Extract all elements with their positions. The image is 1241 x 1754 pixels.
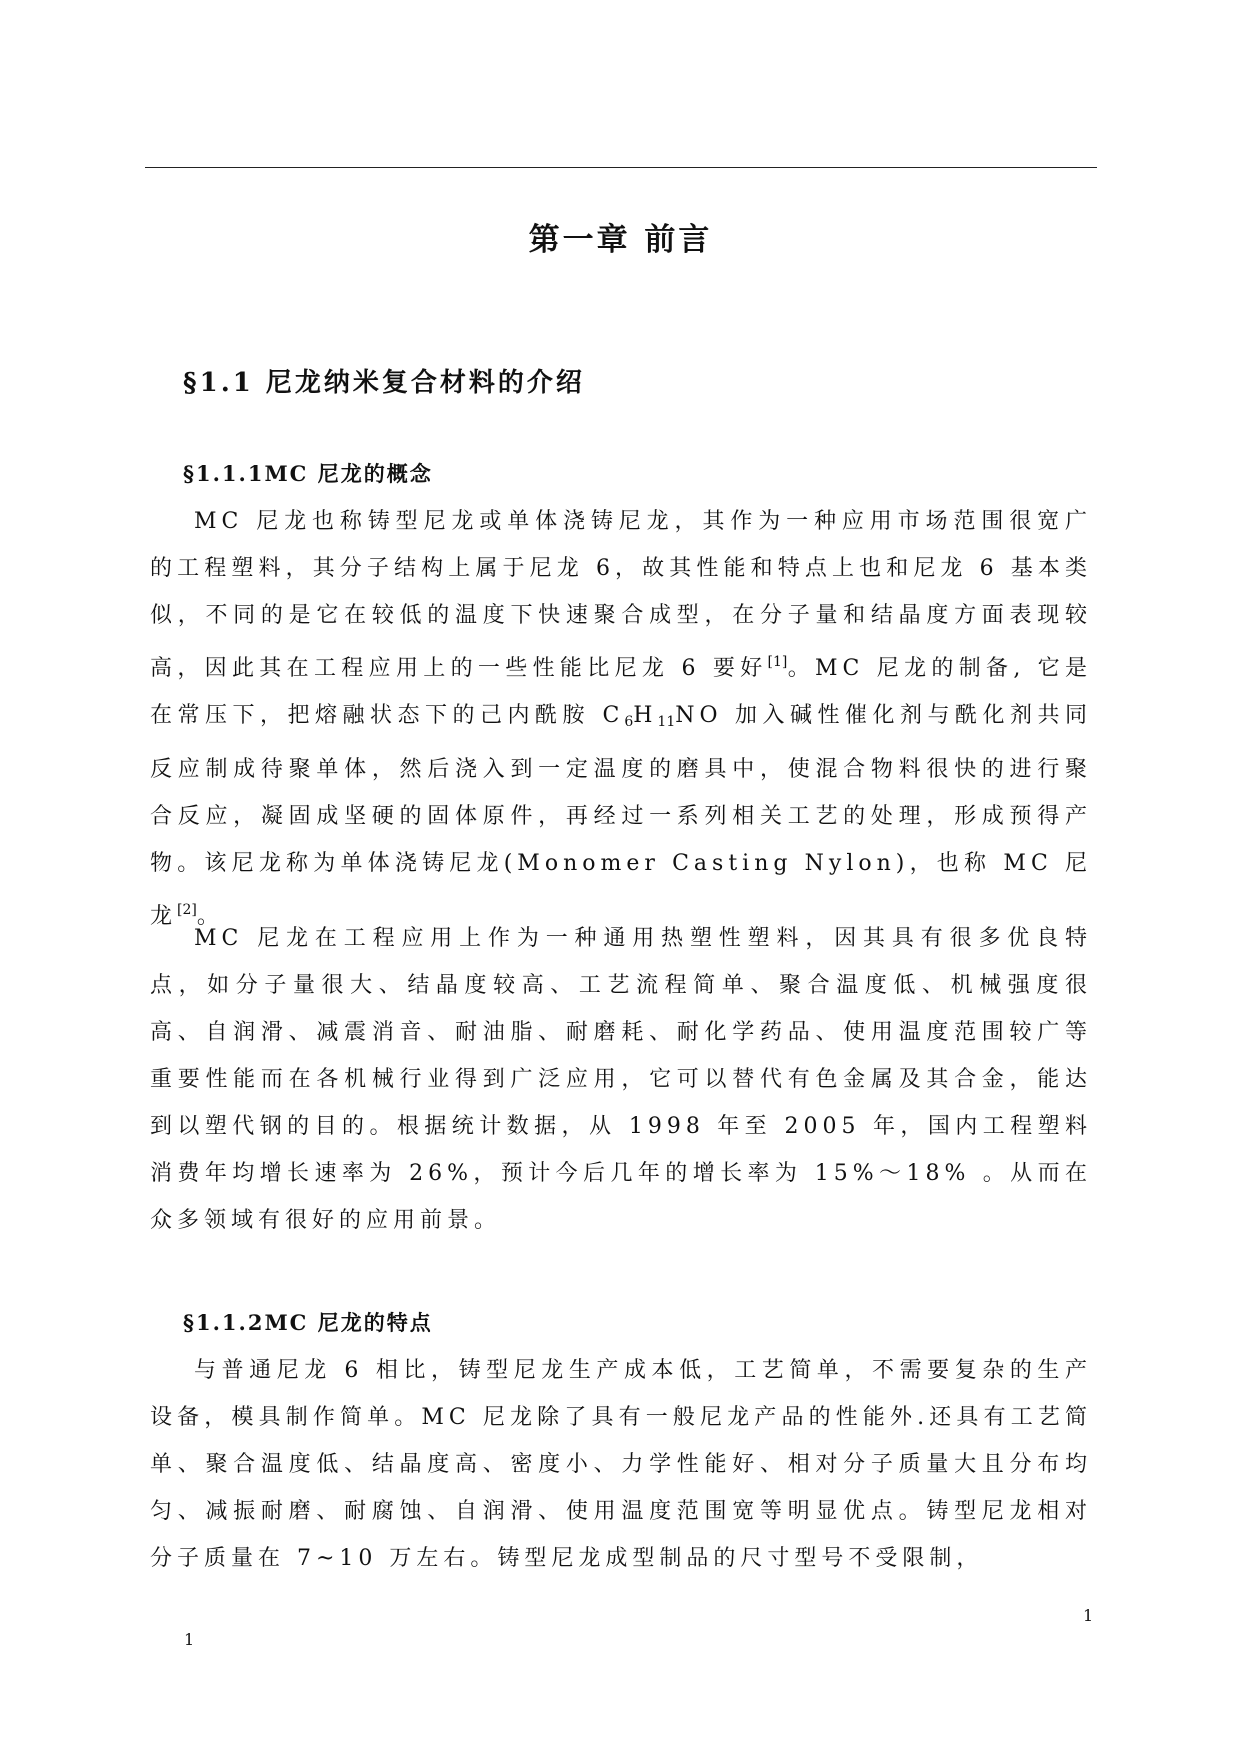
- text-run: MC 尼龙也称铸型尼龙或单体浇铸尼龙，其作为一种应用市场范围很宽广的工程塑料，其分子结构上属于尼龙 6，故其性能和特点上也和尼龙 6 基本类似，不同的是它在较低的温度下快速聚合成型，在分子量和结晶度方面表现较高，因此其在工程应用上的一些性能比尼龙 6 要好: [150, 509, 1092, 681]
- section-heading: §1.1 尼龙纳米复合材料的介绍: [183, 368, 585, 398]
- paragraph-concept: [150, 498, 1092, 940]
- page-number-right: 1: [1083, 1606, 1094, 1625]
- paragraph-applications: MC 尼龙在工程应用上作为一种通用热塑性塑料，因其具有很多优良特点，如分子量很大、结晶度较高、工艺流程简单、聚合温度低、机械强度很高、自润滑、减震消音、耐油脂、耐磨耗、耐化学药品、使用温度范围较广等重要性能而在各机械行业得到广泛应用，它可以替代有色金属及其合金，能达到以塑代钢的目的。根据统计数据，从 1998 年至 2005 年，国内工程塑料消费年均增长速率为 26%，预计今后几年的增长率为 15%～18% 。从而在众多领域有很好的应用前景。: [150, 926, 1092, 1233]
- citation-ref-1: [1]: [767, 654, 788, 670]
- paragraph-features: 与普通尼龙 6 相比，铸型尼龙生产成本低，工艺简单，不需要复杂的生产设备，模具制作简单。MC 尼龙除了具有一般尼龙产品的性能外.还具有工艺简单、聚合温度低、结晶度高、密度小、力学性能好、相对分子质量大且分布均匀、减振耐磨、耐腐蚀、自润滑、使用温度范围宽等明显优点。铸型尼龙相对分子质量在 7~10 万左右。铸型尼龙成型制品的尺寸型号不受限制，: [150, 1358, 1092, 1571]
- subsection-heading-concept: §1.1.1MC 尼龙的概念: [183, 461, 433, 486]
- text-run: 。MC 尼龙的制备, 它是在常压下，把熔融状态下的己内酰胺 C: [150, 656, 1092, 728]
- page-number-left: 1: [184, 1630, 195, 1649]
- text-run: NO 加入碱性催化剂与酰化剂共同反应制成待聚单体，然后浇入到一定温度的磨具中，使混合物料很快的进行聚合反应，凝固成坚硬的固体原件，再经过一系列相关工艺的处理，形成预得产物。该尼龙称为单体浇铸尼龙(Monomer Casting Nylon)，也称 MC 尼龙: [150, 703, 1093, 929]
- subscript-6: 6: [624, 714, 634, 730]
- subscript-11: 11: [657, 714, 676, 730]
- text-run: H: [633, 703, 658, 728]
- chapter-title: 第一章 前言: [528, 222, 713, 258]
- header-rule: [145, 167, 1097, 168]
- text-run: 。: [196, 904, 224, 929]
- subsection-heading-features: §1.1.2MC 尼龙的特点: [183, 1310, 433, 1335]
- citation-ref-2: [2]: [177, 902, 197, 918]
